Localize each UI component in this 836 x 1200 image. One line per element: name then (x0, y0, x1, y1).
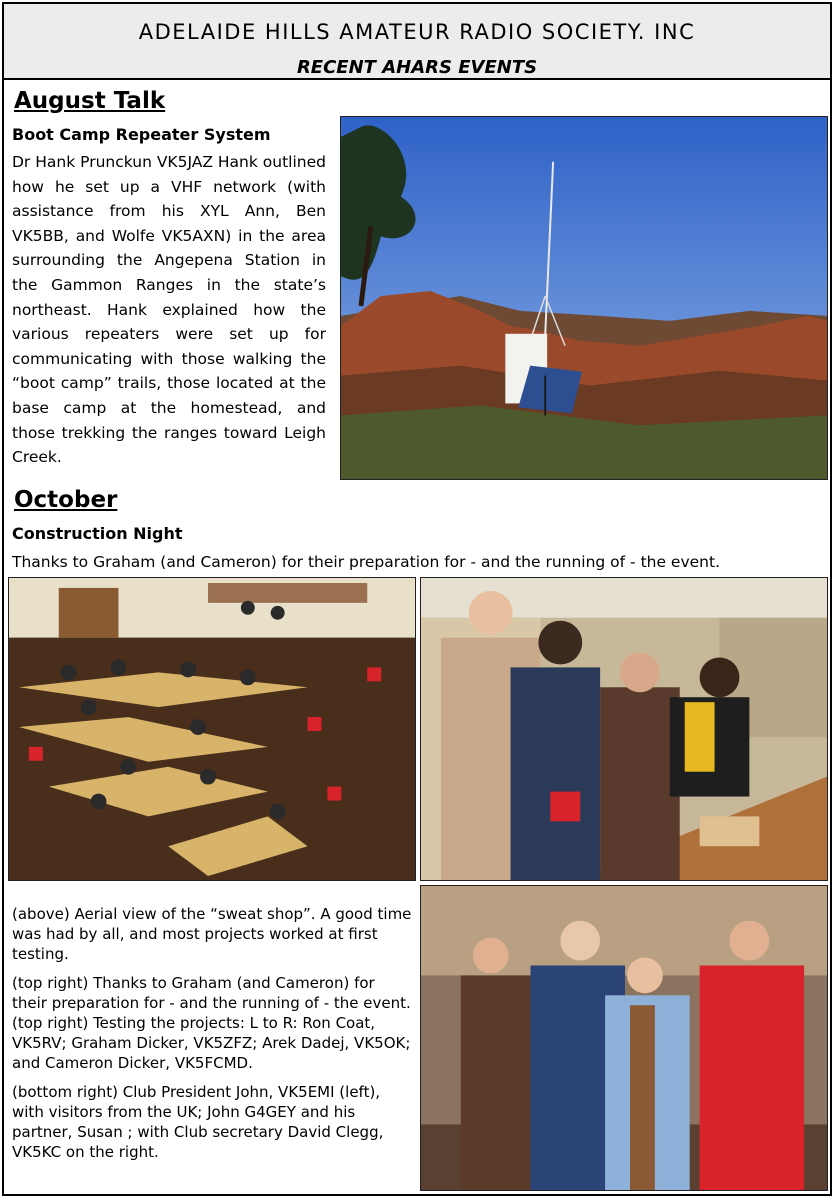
page-subtitle: RECENT AHARS EVENTS (296, 57, 538, 78)
testing-projects-photo (420, 577, 828, 881)
october-intro: Thanks to Graham (and Cameron) for their preparation for - and the running of - the event. (12, 553, 721, 571)
august-body: Dr Hank Prunckun VK5JAZ Hank outlined how he set up a VHF network (with assistance from his XYL Ann, Ben VK5BB, and Wolfe VK5AXN) in the area surrounding the Angepena Station in the Gammon Ranges in the state’s northeast. Hank explained how the various repeaters were set up for communicating with those walking the “boot camp” trails, those located at the base camp at the homestead, and those trekking the ranges toward Leigh Creek. (12, 153, 326, 467)
organization-title: ADELAIDE HILLS AMATEUR RADIO SOCIETY. INC (138, 20, 696, 44)
caption-president: (bottom right) Club President John, VK5EMI (left), with visitors from the UK; John G4GEY and his partner, Susan ; with Club secretary David Clegg, VK5KC on the right. (12, 1083, 384, 1161)
page-header (2, 2, 832, 80)
caption-aerial: (above) Aerial view of the “sweat shop”. A good time was had by all, and most projects worked at first testing. (12, 905, 412, 963)
august-heading: August Talk (14, 88, 166, 114)
october-heading: October (14, 487, 118, 513)
club-president-photo (420, 885, 828, 1191)
caption-testing: (top right) Testing the projects: L to R: Ron Coat, VK5RV; Graham Dicker, VK5ZFZ; Arek Dadej, VK5OK; and Cameron Dicker, VK5FCMD. (12, 1014, 411, 1072)
caption-thanks: (top right) Thanks to Graham (and Cameron) for their preparation for - and the running of - the event. (12, 974, 411, 1012)
repeater-photo (340, 116, 828, 480)
captions (12, 904, 412, 1171)
aerial-hall-photo (8, 577, 416, 881)
october-subheading: Construction Night (12, 524, 183, 543)
august-subheading: Boot Camp Repeater System (12, 125, 271, 144)
